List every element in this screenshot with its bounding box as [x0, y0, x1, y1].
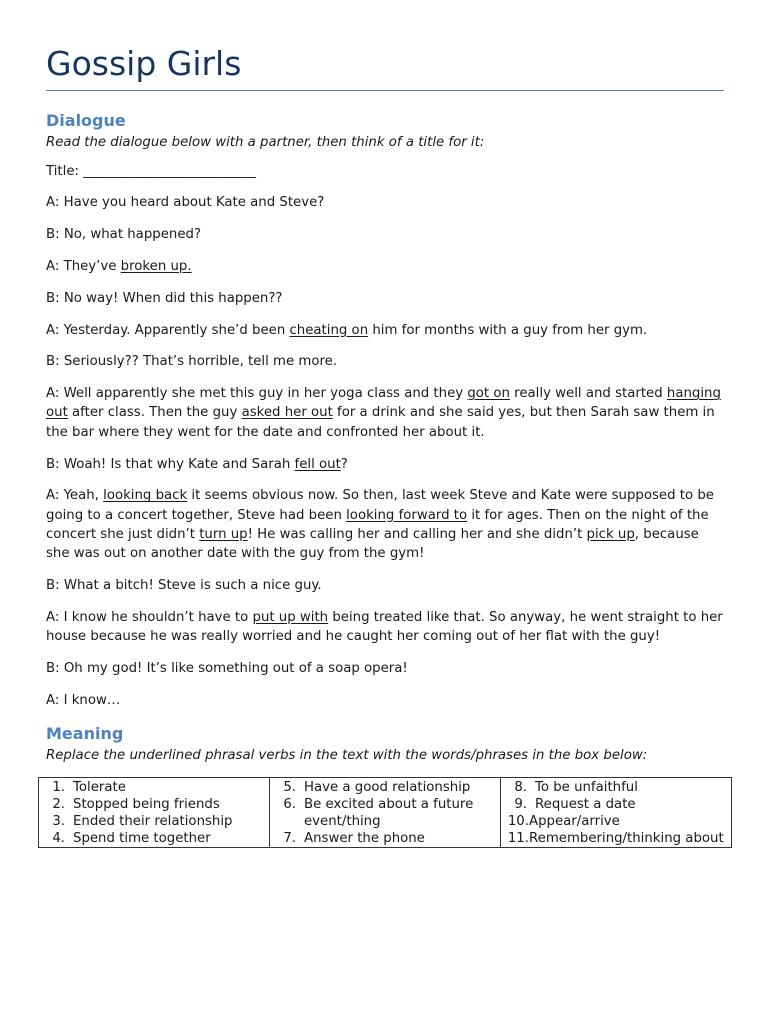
underlined-phrasal-verb: looking forward to [346, 507, 468, 523]
dialogue-line [46, 576, 726, 595]
dialogue-text: after class. Then the guy [67, 405, 242, 421]
underlined-phrasal-verb: asked her out [241, 405, 333, 421]
dialogue-text: B: No way! When did this happen?? [46, 290, 283, 306]
dialogue-heading: Dialogue [46, 110, 126, 130]
underlined-phrasal-verb: hanging out [46, 386, 721, 421]
answer-number: 2. [52, 797, 65, 813]
answer-number: 1. [52, 780, 65, 796]
dialogue-lines [46, 193, 724, 710]
dialogue-line [46, 193, 726, 212]
answer-number: 8. [514, 780, 527, 796]
answer-option [274, 830, 496, 847]
dialogue-line [46, 289, 726, 308]
dialogue-line [46, 608, 726, 647]
answer-number: 4. [52, 831, 65, 847]
answer-option [43, 813, 265, 830]
dialogue-text: A: Yeah, [46, 488, 104, 504]
answer-number: 6. [283, 797, 296, 813]
answer-number: 7. [283, 831, 296, 847]
dialogue-text: B: What a bitch! Steve is such a nice guy. [46, 578, 322, 594]
answer-option [505, 813, 727, 830]
dialogue-line [46, 352, 726, 371]
underlined-phrasal-verb: turn up [199, 526, 248, 542]
dialogue-text: A: They’ve [46, 258, 121, 274]
dialogue-instruction: Read the dialogue below with a partner, then think of a title for it: [46, 134, 485, 150]
dialogue-text: B: No, what happened? [46, 227, 201, 243]
answer-number: 3. [52, 814, 65, 830]
answer-box [38, 777, 732, 848]
underlined-phrasal-verb: got on [467, 386, 510, 402]
dialogue-text: A: Yesterday. Apparently she’d been [46, 322, 290, 338]
answer-number: 9. [514, 797, 527, 813]
dialogue-text: him for months with a guy from her gym. [368, 322, 648, 338]
answer-text: Appear/arrive [529, 814, 620, 830]
answer-number: 5. [283, 780, 296, 796]
answer-text: Remembering/thinking about [529, 831, 724, 847]
dialogue-text: B: Oh my god! It’s like something out of a soap opera! [46, 660, 408, 676]
meaning-instruction: Replace the underlined phrasal verbs in the text with the words/phrases in the box below: [46, 748, 648, 764]
answer-option [43, 779, 265, 796]
answer-box-row [39, 778, 732, 848]
page-title: Gossip Girls [46, 44, 724, 91]
dialogue-line [46, 486, 726, 563]
answer-option [274, 779, 496, 796]
answer-option [505, 796, 727, 813]
dialogue-text: B: Seriously?? That’s horrible, tell me more. [46, 354, 338, 370]
answer-option [43, 796, 265, 813]
dialogue-text: A: Well apparently she met this guy in her yoga class and they [46, 386, 468, 402]
answer-text: Ended their relationship [73, 814, 233, 830]
answer-number: 11. [507, 831, 529, 847]
answer-text: Request a date [535, 797, 636, 813]
underlined-phrasal-verb: cheating on [289, 322, 369, 338]
dialogue-text: being treated like that. So anyway, he went straight to her house because he was really worried and he caught her coming out of her flat with the guy! [46, 609, 723, 645]
dialogue-line [46, 321, 726, 340]
dialogue-text: really well and started [509, 386, 667, 402]
answer-box-column [270, 778, 501, 848]
dialogue-line [46, 257, 726, 276]
dialogue-text: ! He was calling her and calling her and she didn’t [247, 526, 587, 542]
underlined-phrasal-verb: pick up [586, 526, 635, 542]
dialogue-text: A: I know… [46, 692, 121, 708]
dialogue-line [46, 455, 726, 474]
answer-text: Stopped being friends [73, 797, 220, 813]
answer-text: Be excited about a future event/thing [304, 797, 474, 830]
answer-text: Spend time together [73, 831, 211, 847]
answer-option [505, 779, 727, 796]
dialogue-text: A: I know he shouldn’t have to [46, 609, 253, 625]
dialogue-text: A: Have you heard about Kate and Steve? [46, 195, 325, 211]
dialogue-text: for a drink and she said yes, but then Sarah saw them in the bar where they went for the date and confronted her about it. [46, 405, 715, 440]
answer-option [274, 796, 496, 830]
answer-text: To be unfaithful [535, 780, 638, 796]
dialogue-text: it for ages. Then on the night of the concert she just didn’t [46, 507, 709, 542]
underlined-phrasal-verb: put up with [252, 609, 329, 625]
underlined-phrasal-verb: fell out [294, 456, 341, 472]
dialogue-text: B: Woah! Is that why Kate and Sarah [46, 456, 295, 472]
answer-box-column [39, 778, 270, 848]
answer-option [43, 830, 265, 847]
answer-box-column [501, 778, 732, 848]
title-line: Title: __________________________ [46, 163, 257, 179]
dialogue-line [46, 225, 726, 244]
answer-number: 10. [507, 814, 529, 830]
answer-text: Have a good relationship [304, 780, 471, 796]
dialogue-text: ? [340, 456, 348, 472]
answer-option [505, 830, 727, 847]
dialogue-line [46, 384, 726, 442]
dialogue-text: , because she was out on another date with the guy from the gym! [46, 526, 699, 562]
answer-text: Tolerate [73, 780, 126, 796]
dialogue-line [46, 691, 726, 710]
dialogue-line [46, 659, 726, 678]
dialogue-text: it seems obvious now. So then, last week Steve and Kate were supposed to be going to a concert together, Steve had been [46, 488, 714, 523]
meaning-heading: Meaning [46, 724, 124, 744]
underlined-phrasal-verb: looking back [103, 488, 188, 504]
underlined-phrasal-verb: broken up. [120, 258, 192, 274]
answer-text: Answer the phone [304, 831, 425, 847]
